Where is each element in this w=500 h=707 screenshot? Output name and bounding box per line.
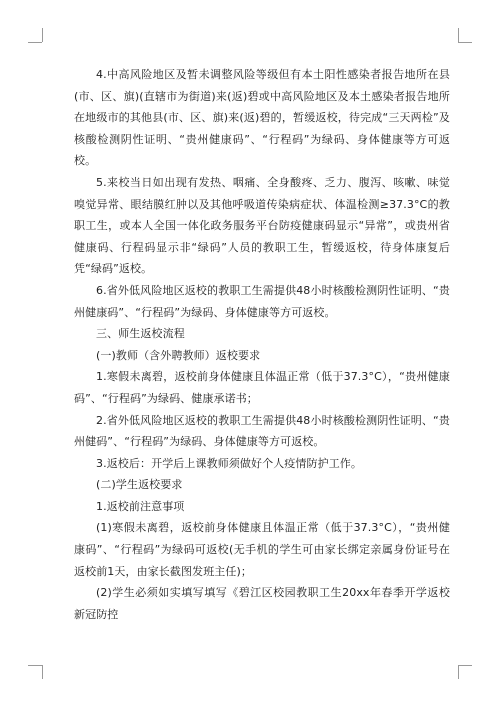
- crop-mark-bottom-left-h: [28, 665, 42, 666]
- paragraph-item-5: 5.来校当日如出现有发热、咽痛、全身酸疼、乏力、腹泻、咳嗽、味觉嗅觉异常、眼结膜红肿以及其他呼吸道传染病症状、体温检测≥37.3°C的教职工生，或本人全国一体化政务服务平台防疫健康码显示“异常”，或贵州省健康码、行程码显示非“绿码”人员的教职工生，暂缓返校，待身体康复后凭“绿码”返校。: [74, 175, 450, 276]
- crop-mark-bottom-right-h: [458, 665, 472, 666]
- crop-mark-top-right-h: [458, 42, 472, 43]
- section-heading-3: 三、师生返校流程: [96, 327, 185, 341]
- crop-mark-top-left-h: [28, 42, 42, 43]
- teacher-item-1: 1.寒假未离碧，返校前身体健康且体温正常（低于37.3°C），“贵州健康码”、“行程码”为绿码、健康承诺书；: [74, 370, 450, 405]
- crop-mark-top-left-v: [42, 28, 43, 42]
- student-item-1-1: (1)寒假未离碧，返校前身体健康且体温正常（低于37.3°C），“贵州健康码”、“行程码”为绿码可返校(无手机的学生可由家长绑定亲属身份证号在返校前1天，由家长截图发班主任)；: [74, 521, 450, 578]
- subsection-heading-students: (二)学生返校要求: [96, 478, 183, 492]
- student-item-1: 1.返校前注意事项: [96, 499, 185, 513]
- paragraph-item-4: 4.中高风险地区及暂未调整风险等级但有本土阳性感染者报告地所在县(市、区、旗)(直辖市为街道)来(返)碧或中高风险地区及本土感染者报告地所在地级市的其他县(市、区、旗)来(返)碧的，暂缓返校，待完成“三天两检”及核酸检测阴性证明、“贵州健康码”、“行程码”为绿码、身体健康等方可返校。: [74, 68, 450, 168]
- subsection-heading-teachers: (一)教师（含外聘教师）返校要求: [96, 348, 261, 362]
- paragraph-item-6: 6.省外低风险地区返校的教职工生需提供48小时核酸检测阴性证明、“贵州健康码”、“行程码”为绿码、身体健康等方可返校。: [74, 283, 450, 319]
- crop-mark-bottom-left-v: [42, 665, 43, 679]
- teacher-item-2: 2.省外低风险地区返校的教职工生需提供48小时核酸检测阴性证明、“贵州健码”、“行程码”为绿码、身体健康等方可返校。: [74, 413, 450, 449]
- crop-mark-bottom-right-v: [458, 665, 459, 679]
- teacher-item-3: 3.返校后：开学后上课教师须做好个人疫情防护工作。: [96, 456, 362, 470]
- document-body: [74, 64, 450, 625]
- student-item-1-2: (2)学生必须如实填写填写《碧江区校园教职工生20xx年春季开学返校新冠防控: [74, 586, 450, 621]
- crop-mark-top-right-v: [458, 28, 459, 42]
